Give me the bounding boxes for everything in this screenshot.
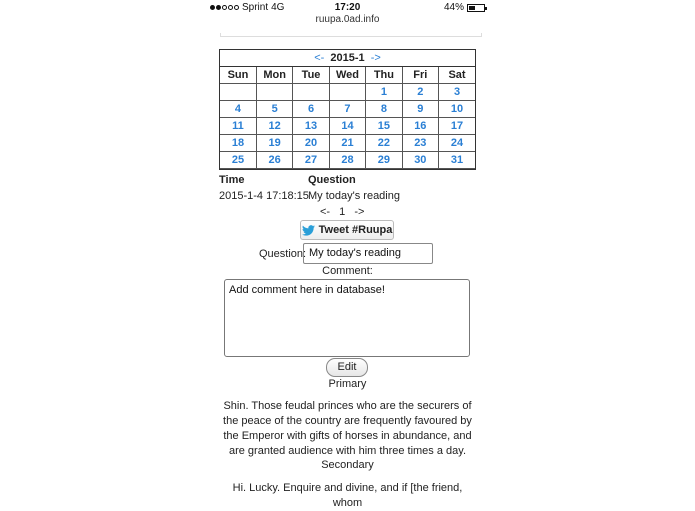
next-month-link[interactable]: -> xyxy=(370,52,381,64)
calendar-day[interactable]: 19 xyxy=(256,135,292,152)
col-question-header: Question xyxy=(308,174,356,186)
calendar-day[interactable]: 4 xyxy=(220,101,256,118)
weekday-header: Wed xyxy=(329,67,365,84)
calendar-empty-cell xyxy=(329,84,365,101)
network-label: 4G xyxy=(271,2,285,13)
calendar-day[interactable]: 6 xyxy=(293,101,329,118)
calendar-week xyxy=(220,101,475,118)
calendar-day[interactable]: 11 xyxy=(220,118,256,135)
secondary-heading: Secondary xyxy=(321,459,374,471)
primary-heading: Primary xyxy=(328,378,367,390)
weekday-header: Sun xyxy=(220,67,256,84)
calendar xyxy=(219,49,476,170)
calendar-day[interactable]: 20 xyxy=(293,135,329,152)
question-label: Question: xyxy=(259,248,307,260)
calendar-day[interactable]: 26 xyxy=(256,152,292,169)
calendar-day[interactable]: 10 xyxy=(439,101,475,118)
result-time: 2015-1-4 17:18:15 xyxy=(219,190,309,202)
prev-month-link[interactable]: <- xyxy=(314,52,325,64)
calendar-day[interactable]: 31 xyxy=(439,152,475,169)
result-question[interactable]: My today's reading xyxy=(308,190,400,202)
calendar-day[interactable]: 27 xyxy=(293,152,329,169)
calendar-day[interactable]: 28 xyxy=(329,152,365,169)
calendar-day[interactable]: 15 xyxy=(366,118,402,135)
calendar-week xyxy=(220,84,475,101)
calendar-day[interactable]: 24 xyxy=(439,135,475,152)
battery-percent: 44% xyxy=(443,2,464,13)
calendar-day[interactable]: 1 xyxy=(366,84,402,101)
calendar-week xyxy=(220,135,475,152)
calendar-day[interactable]: 2 xyxy=(402,84,438,101)
calendar-day[interactable]: 16 xyxy=(402,118,438,135)
primary-text: Shin. Those feudal princes who are the securers of the peace of the country are frequently favoured by the Emperor with gifts of horses in abundance, and are granted audience with him three times a day. xyxy=(223,400,472,457)
calendar-day[interactable]: 25 xyxy=(220,152,256,169)
calendar-header xyxy=(220,50,475,67)
calendar-day[interactable]: 23 xyxy=(402,135,438,152)
edit-button[interactable]: Edit xyxy=(326,358,368,377)
calendar-empty-cell xyxy=(220,84,256,101)
battery-icon xyxy=(467,4,485,12)
col-time-header: Time xyxy=(219,174,245,186)
calendar-day[interactable]: 18 xyxy=(220,135,256,152)
calendar-month: 2015-1 xyxy=(330,52,365,64)
clock: 17:20 xyxy=(334,2,361,13)
calendar-day[interactable]: 14 xyxy=(329,118,365,135)
secondary-text: Hi. Lucky. Enquire and divine, and if [the friend, whom xyxy=(232,482,463,509)
status-bar xyxy=(208,0,487,14)
calendar-day[interactable]: 3 xyxy=(439,84,475,101)
calendar-day[interactable]: 30 xyxy=(402,152,438,169)
calendar-day[interactable]: 7 xyxy=(329,101,365,118)
pager-page: 1 xyxy=(339,206,346,218)
tweet-label: Tweet #Ruupa xyxy=(318,224,393,236)
pager-next[interactable]: -> xyxy=(354,206,365,218)
calendar-day[interactable]: 22 xyxy=(366,135,402,152)
weekday-header: Sat xyxy=(439,67,475,84)
pager-prev[interactable]: <- xyxy=(320,206,331,218)
calendar-grid xyxy=(220,67,475,169)
calendar-day[interactable]: 17 xyxy=(439,118,475,135)
calendar-day[interactable]: 8 xyxy=(366,101,402,118)
tweet-button[interactable] xyxy=(300,220,394,240)
twitter-bird-icon xyxy=(302,225,315,236)
calendar-day[interactable]: 9 xyxy=(402,101,438,118)
weekday-header: Tue xyxy=(293,67,329,84)
calendar-week xyxy=(220,152,475,169)
carrier-label: Sprint xyxy=(242,2,269,13)
comment-textarea[interactable]: Add comment here in database! xyxy=(224,279,470,357)
calendar-week xyxy=(220,118,475,135)
question-input[interactable]: My today's reading xyxy=(303,243,433,264)
calendar-empty-cell xyxy=(293,84,329,101)
divider xyxy=(220,33,482,37)
comment-label: Comment: xyxy=(322,265,373,277)
weekday-header: Thu xyxy=(366,67,402,84)
pager xyxy=(320,206,364,218)
calendar-day[interactable]: 12 xyxy=(256,118,292,135)
weekday-header: Mon xyxy=(256,67,292,84)
weekday-header: Fri xyxy=(402,67,438,84)
url-bar[interactable]: ruupa.0ad.info xyxy=(315,14,380,25)
calendar-empty-cell xyxy=(256,84,292,101)
calendar-day[interactable]: 5 xyxy=(256,101,292,118)
calendar-day[interactable]: 29 xyxy=(366,152,402,169)
phone-screen xyxy=(208,0,487,509)
calendar-day[interactable]: 13 xyxy=(293,118,329,135)
calendar-day[interactable]: 21 xyxy=(329,135,365,152)
